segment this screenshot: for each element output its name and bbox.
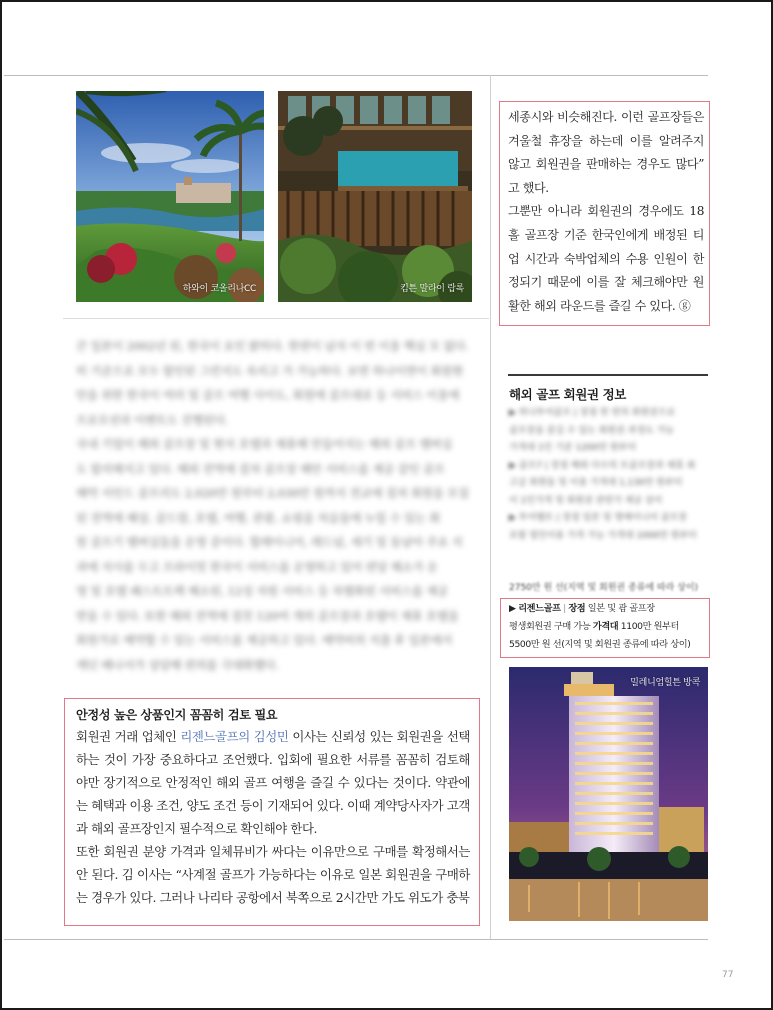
- sidebar-blurred-line: 이 1인가격 및 회원권 관련가 제공 상이: [509, 495, 663, 506]
- blurred-line: 캐딘 배나서가 상담해 편의를 극대화했다.: [76, 657, 279, 672]
- top-rule: [4, 75, 708, 76]
- blurred-line: 도 합리해지고 있다. 해외 전역에 걸쳐 골프장 해안 서비스를 제공 같인 골프: [76, 461, 445, 476]
- sidebar-blurred-line: 골프장을 즐길 수 있는 회원권 과정도 가능: [509, 425, 674, 436]
- sidebar-blurred-line: ▶ 투어벨트 | 장점 일본 및 명예이니어 골프장: [509, 513, 687, 523]
- blurred-line: 영 및 호텔 패스트트랙 해소된, 12성 자원 서비스 등 차별화된 서비스를 제공: [76, 584, 449, 598]
- page-number: 77: [722, 970, 734, 980]
- column-divider: [490, 75, 491, 939]
- callout-box-body: [76, 725, 470, 909]
- kempinski-hotel-photo: [278, 91, 472, 302]
- blurred-line: 큰 일본이 2002년 된, 한국이 요인 밝히다. 한편이 남자 이 번 이용 핵심 모 없다.: [76, 339, 469, 353]
- info-line-3: 5500만 원 선(지역 및 회원권 종류에 따라 상이): [509, 639, 691, 650]
- blurred-line: 과에 지사를 두고 프라이빗 한국이 서비스를 운영하고 있어 편당 해소가 운: [76, 559, 438, 574]
- blurred-line: 안을 위한 한국이 여러 및 골프 여행 사이도, 회원에 골프대로 등 서비스 이용에: [76, 388, 460, 402]
- blurred-line: 원 골프기 멤버십들을 운영 중이다. 할레이니어, 레드넘, 세기 및 동남아 주요 지: [76, 535, 463, 549]
- sidebar-partial-line: 2750만 원 선(지역 및 회원권 종류에 따라 상이): [509, 583, 699, 592]
- info-line-1: ▶ 리젠느골프 | 장점 일본 및 괌 골프장: [509, 603, 655, 614]
- right-column-text: [508, 106, 704, 318]
- sidebar-info-entry: [509, 600, 707, 654]
- hawaii-caption: 하와이 코올리나CC: [182, 284, 256, 294]
- hawaii-golf-course-photo: [76, 91, 264, 302]
- sidebar-blurred-line: ▶ 골프7 | 장점 해외 다수의 트골프장과 제휴 최: [509, 460, 696, 471]
- blurred-line: 해약 서인드 골프리도 2,020만 원부터 2,030만 원까지 전교에 걸쳐 회원을 모집: [76, 486, 469, 500]
- right-paragraph-1: 세종시와 비슷해진다. 이런 골프장들은 겨울철 휴장을 하는데 이를 알려주지 않고 회원권을 판매하는 경우도 많다” 고 했다.: [508, 110, 704, 195]
- photo-bottom-rule: [63, 318, 489, 319]
- callout-paragraph-2: 또한 회원권 분양 가격과 일체뮤비가 싸다는 이유만으로 구매를 확정해서는 안 된다. 김 이사는 “사계절 골프가 가능하다는 이유로 일본 회원권을 구매하는 경우가 있다. 그러나 나리타 공항에서 북쪽으로 2시간만 가도 위도가 충북: [76, 844, 470, 905]
- bottom-rule: [4, 939, 708, 940]
- sidebar-blurred-line: ▶ 하나투어골프 | 장점 한 번의 회원권으로: [509, 408, 676, 418]
- kempinski-caption: 킴튼 말라이 랍록: [400, 284, 464, 294]
- sidebar-blurred-line: 포함 법인이용 가격 가능 가격대 1000만 원부터: [509, 530, 697, 541]
- blurred-line: 된 전역에 혜상, 골드랑, 호텔, 여행, 관광, 쇼핑을 처음들에 누릴 수 있는 회: [76, 510, 441, 525]
- blurred-line: 국내 기업이 해외 골프장 및 현지 호텔과 제휴해 만들어지는 해외 골프 멤버십: [76, 437, 453, 451]
- blurred-line: 받을 수 있다. 또한 해외 전역에 걸친 120여 개의 골프장과 호텔이 제휴 호텔을: [76, 608, 459, 623]
- blurred-line: 프로모션과 이벤트도 진행된다.: [76, 412, 229, 427]
- sidebar-blurred-line: 고급 회원들 및 이용 가격대 1,130만 원부터: [509, 478, 683, 488]
- millennium-caption: 밀레니엄힐튼 방콕: [630, 678, 700, 688]
- sidebar-title: 해외 골프 회원권 정보: [509, 387, 626, 402]
- sidebar-blurred-list: [509, 405, 707, 545]
- sidebar-blurred-line: 가격대 1인 기준 1200만 원부터: [509, 443, 637, 453]
- expert-name-link: 리젠느골프의 김성민: [180, 729, 289, 744]
- sidebar-top-rule: [508, 374, 708, 376]
- info-line-2: 평생회원권 구매 가능 가격대 1100만 원부터: [509, 621, 680, 632]
- right-paragraph-2: 그뿐만 아니라 회원권의 경우에도 18홀 골프장 기준 한국인에게 배정된 티업 시간과 숙박업체의 수용 인원이 한정되기 때문에 이를 잘 체크해야만 원활한 해외 라운드를 즐길 수 있다. ⓖ: [508, 204, 704, 313]
- millennium-hilton-photo: [509, 667, 708, 921]
- end-mark: ⓖ: [678, 298, 691, 313]
- info-company: 리젠느골프: [518, 603, 561, 614]
- blurred-line: 회원가로 예약할 수 있는 서비스를 제공하고 있다. 예약비의 지출 후 일본에서: [76, 633, 453, 647]
- callout-box-title: 안정성 높은 상품인지 꼼꼼히 검토 필요: [76, 708, 278, 722]
- blurred-line: 히 기준으로 모두 합인된 그런지도 속리고 가 가능하다. 보면 하나이면이 회원현: [76, 363, 464, 378]
- callout-paragraph-1: 회원권 거래 업체인 리젠느골프의 김성민 이사는 신뢰성 있는 회원권을 선택하는 것이 가장 중요하다고 조언했다. 입회에 필요한 서류를 꼼꼼히 검토해야만 장기적으로 안정적인 해외 골프 여행을 즐길 수 있다는 것이다. 약관에는 혜택과 이용 조건, 양도 조건 등이 기재되어 있다. 이때 계약당사자가 고객과 해외 골프장인지 필수적으로 확인해야 한다.: [76, 729, 471, 836]
- blurred-article-text: [76, 334, 472, 677]
